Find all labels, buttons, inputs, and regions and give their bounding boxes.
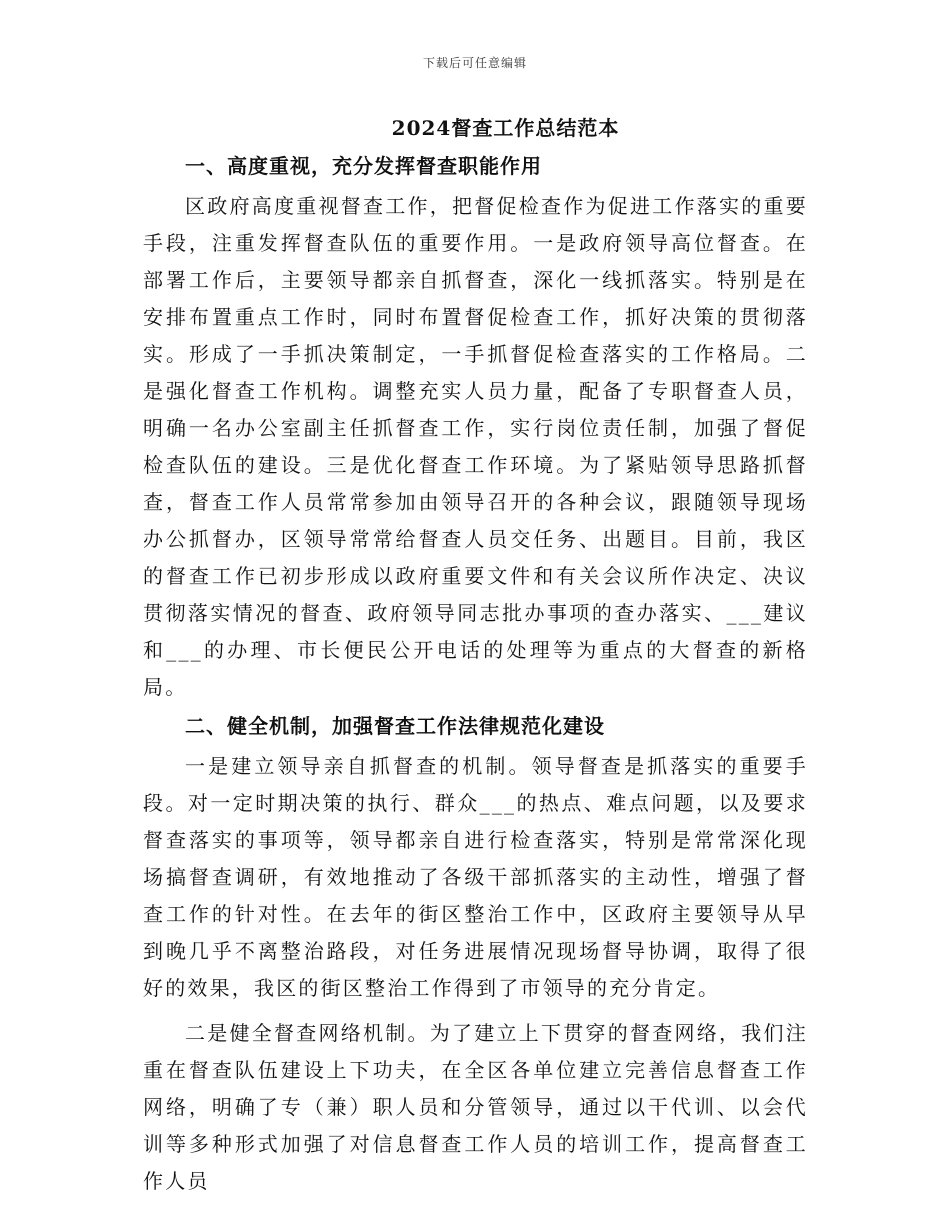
section-1-paragraph-1: 区政府高度重视督查工作，把督促检查作为促进工作落实的重要手段，注重发挥督查队伍的重要作用。一是政府领导高位督查。在部署工作后，主要领导都亲自抓督查，深化一线抓落实。特别是在安排布置重点工作时，同时布置督促检查工作，抓好决策的贯彻落实。形成了一手抓决策制定，一手抓督促检查落实的工作格局。二是强化督查工作机构。调整充实人员力量，配备了专职督查人员，明确一名办公室副主任抓督查工作，实行岗位责任制，加强了督促检查队伍的建设。三是优化督查工作环境。为了紧贴领导思路抓督查，督查工作人员常常参加由领导召开的各种会议，跟随领导现场办公抓督办，区领导常常给督查人员交任务、出题目。目前，我区的督查工作已初步形成以政府重要文件和有关会议所作决定、决议贯彻落实情况的督查、政府领导同志批办事项的查办落实、___建议和___的办理、市长便民公开电话的处理等为重点的大督查的新格局。 [143,194,808,699]
section-heading-2: 二、健全机制，加强督查工作法律规范化建设 [185,714,605,738]
section-2-paragraph-2: 二是健全督查网络机制。为了建立上下贯穿的督查网络，我们注重在督查队伍建设上下功夫，在全区各单位建立完善信息督查工作网络，明确了专（兼）职人员和分管领导，通过以干代训、以会代训等多种形式加强了对信息督查工作人员的培训工作，提高督查工作人员 [143,1021,808,1193]
document-title: 2024督查工作总结范本 [391,116,620,140]
section-2-paragraph-1: 一是建立领导亲自抓督查的机制。领导督查是抓落实的重要手段。对一定时期决策的执行、群众___的热点、难点问题，以及要求督查落实的事项等，领导都亲自进行检查落实，特别是常常深化现场搞督查调研，有效地推动了各级干部抓落实的主动性，增强了督查工作的针对性。在去年的街区整治工作中，区政府主要领导从早到晚几乎不离整治路段，对任务进展情况现场督导协调，取得了很好的效果，我区的街区整治工作得到了市领导的充分肯定。 [143,754,808,1000]
header-note: 下载后可任意编辑 [422,56,527,70]
section-heading-1: 一、高度重视，充分发挥督查职能作用 [185,154,542,178]
document-body [143,112,808,1200]
